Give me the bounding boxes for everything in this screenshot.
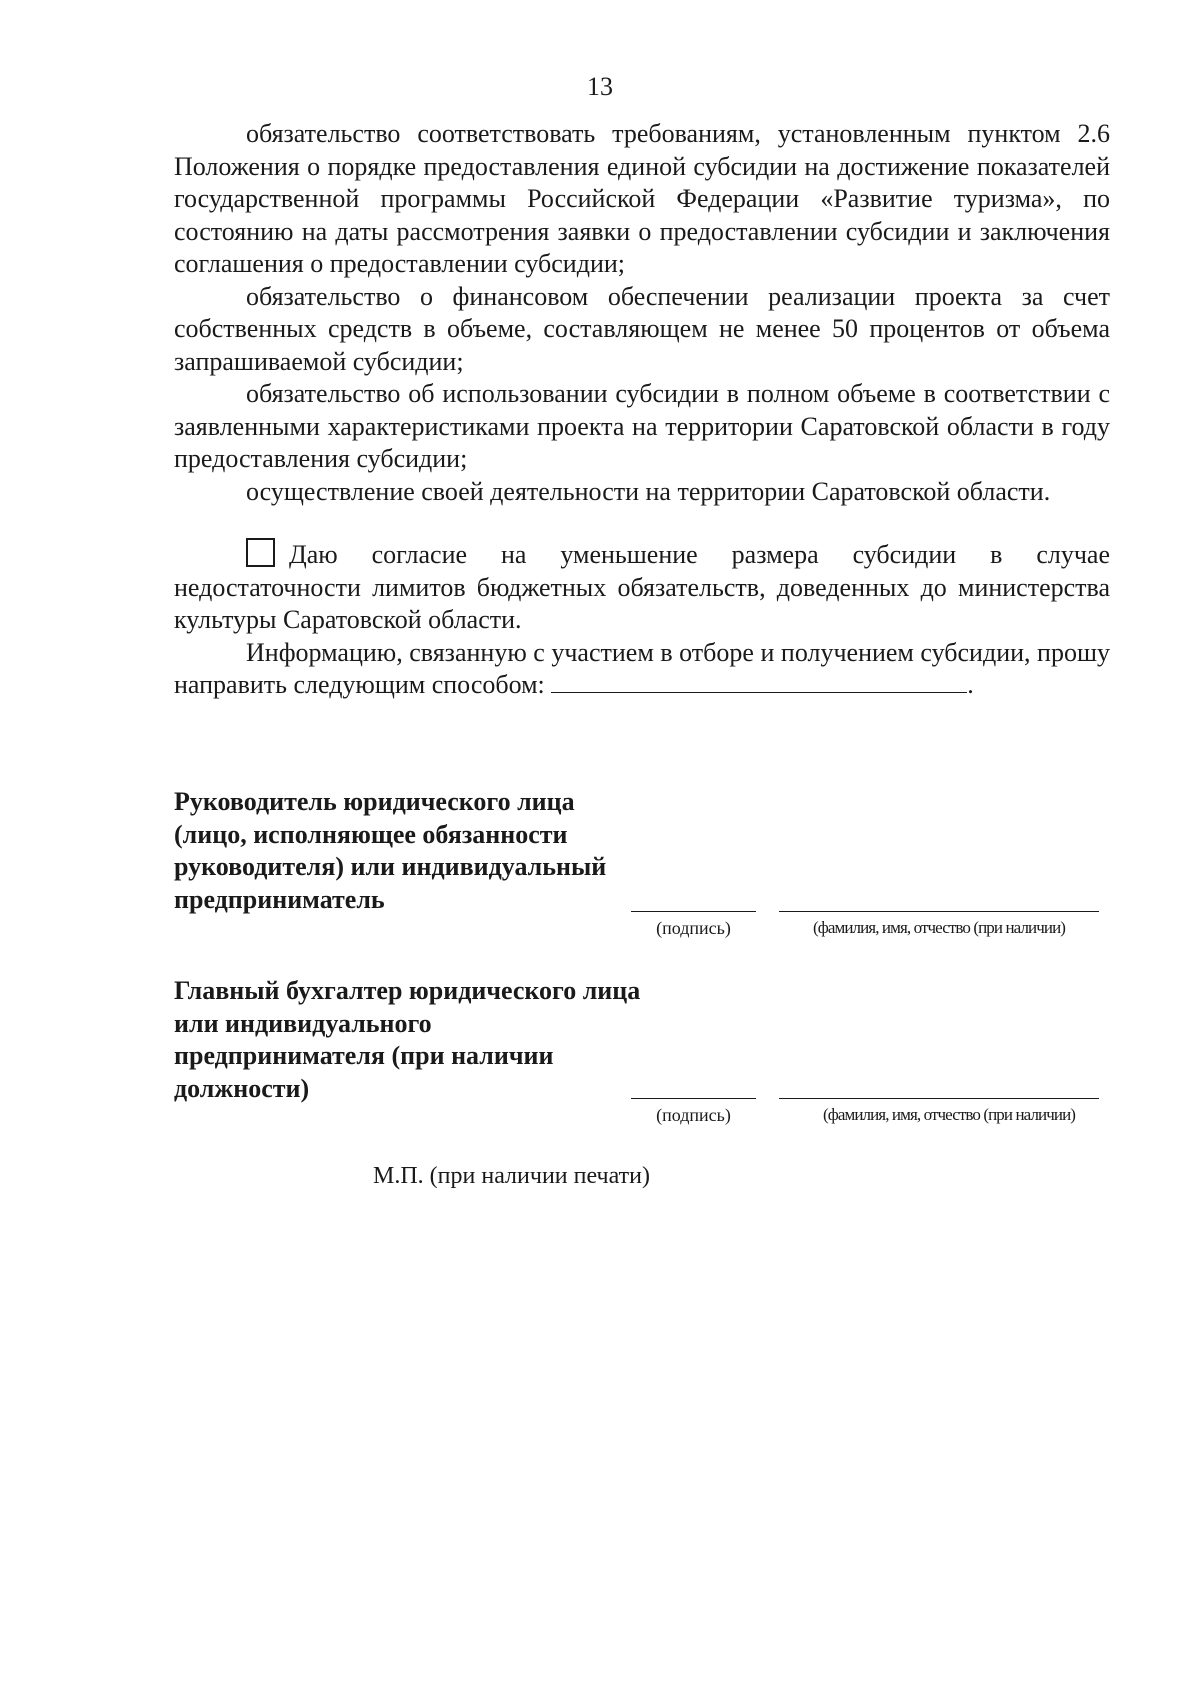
body-text — [174, 118, 1110, 702]
accountant-signature-line[interactable] — [631, 1098, 756, 1099]
head-signature-line[interactable] — [631, 911, 756, 912]
consent-text: Даю согласие на уменьшение размера субсидии в случае недостаточности лимитов бюджетных обязательств, доведенных до министерства культуры Саратовской области. — [174, 540, 1110, 634]
info-method-period: . — [967, 670, 974, 699]
obligation-usage-paragraph: обязательство об использовании субсидии в полном объеме в соответствии с заявленными характеристиками проекта на территории Саратовской области в году предоставления субсидии; — [174, 379, 1110, 473]
accountant-signature-caption: (подпись) — [656, 1105, 731, 1125]
head-signature-caption: (подпись) — [656, 918, 731, 938]
consent-checkbox[interactable] — [246, 538, 275, 567]
activity-territory-paragraph: осуществление своей деятельности на территории Саратовской области. — [246, 476, 1051, 506]
obligation-requirements-paragraph: обязательство соответствовать требованиям, установленным пунктом 2.6 Положения о порядке предоставления единой субсидии на достижение показателей государственной программы Российской Федерации «Развитие туризма», по состоянию на даты рассмотрения заявки о предоставлении субсидии и заключения соглашения о предоставлении субсидии; — [174, 119, 1110, 278]
info-method-text: Информацию, связанную с участием в отборе и получением субсидии, прошу направить следующим способом: — [174, 637, 1110, 699]
page-number: 13 — [587, 72, 613, 101]
accountant-signatory-title: Главный бухгалтер юридического лица или индивидуального предпринимателя (при наличии должности) — [174, 976, 641, 1103]
head-name-line[interactable] — [779, 911, 1099, 912]
info-method-input-line[interactable] — [551, 670, 967, 693]
head-name-caption: (фамилия, имя, отчество (при наличии) — [812, 918, 1066, 937]
stamp-note: М.П. (при наличии печати) — [373, 1163, 650, 1189]
obligation-financing-paragraph: обязательство о финансовом обеспечении реализации проекта за счет собственных средств в объеме, составляющем не менее 50 процентов от объема запрашиваемой субсидии; — [174, 281, 1110, 376]
accountant-name-caption: (фамилия, имя, отчество (при наличии) — [822, 1105, 1076, 1124]
consent-paragraph — [174, 538, 1110, 637]
accountant-name-line[interactable] — [779, 1098, 1099, 1099]
head-signatory-title: Руководитель юридического лица (лицо, исполняющее обязанности руководителя) или индивидуальный предприниматель — [174, 787, 607, 914]
info-method-paragraph — [174, 637, 1110, 702]
